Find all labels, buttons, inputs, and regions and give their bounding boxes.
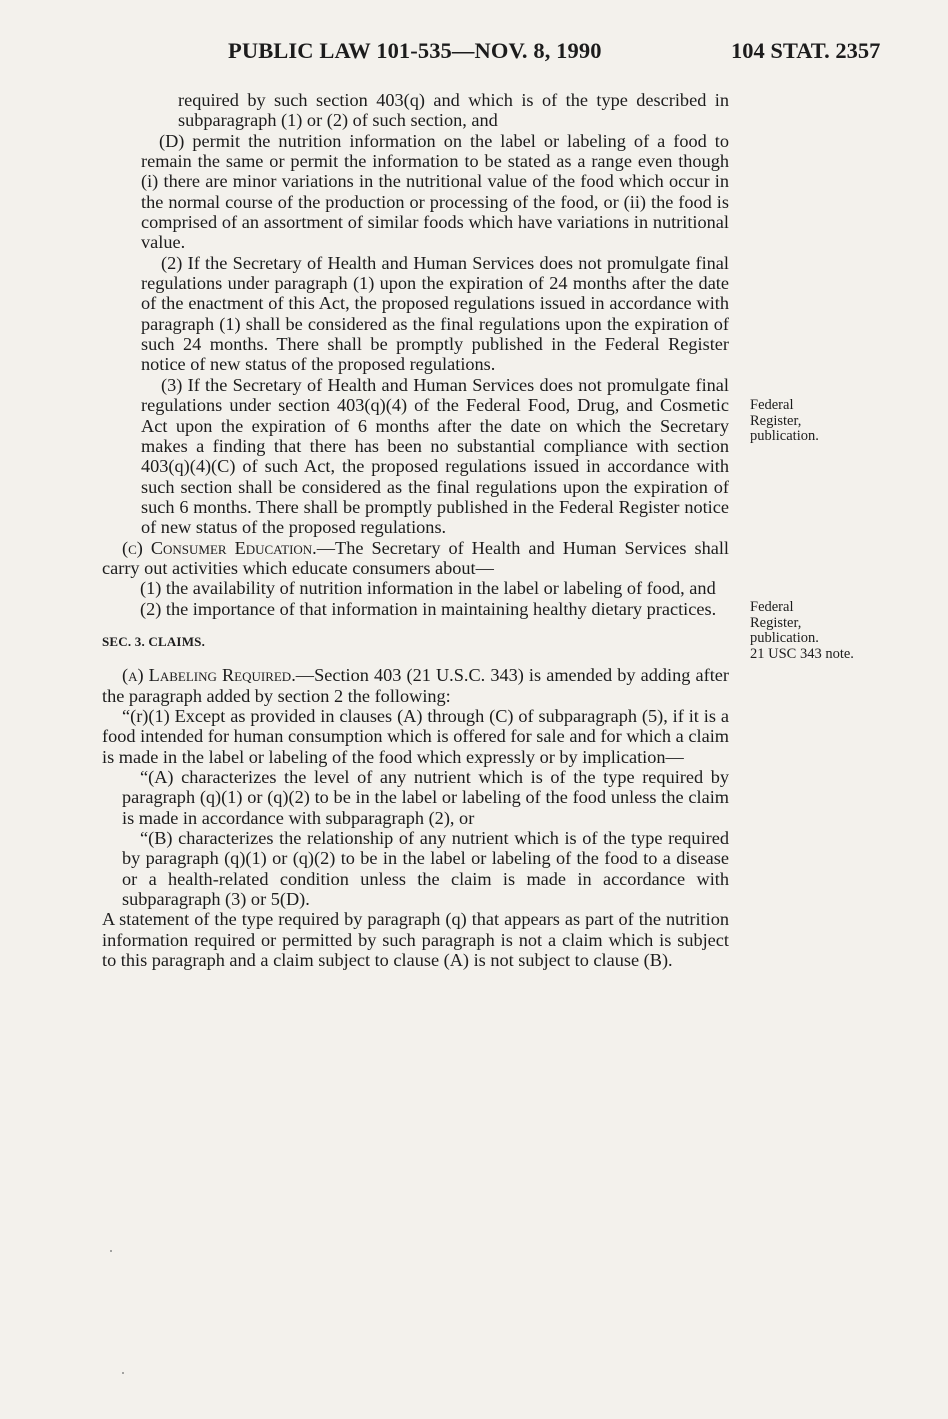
scan-speck xyxy=(110,1250,112,1252)
section-heading: SEC. 3. CLAIMS. xyxy=(102,633,206,649)
margin-note-line: publication. xyxy=(750,428,819,444)
paragraph-clause-d: (D) permit the nutrition information on the label or labeling of a food to remain the same or permit the information to be stated as a range even though (i) there are minor variations in the nutritional value of the food which occur in the normal course of the production or processing of the food, or (ii) the food is comprised of an assortment of similar foods which have variations in nutritional value. xyxy=(141,130,729,253)
margin-note-federal-register-1 xyxy=(750,398,819,445)
running-header-title: PUBLIC LAW 101-535—NOV. 8, 1990 xyxy=(228,38,602,63)
paragraph-clause-b: “(B) characterizes the relationship of any nutrient which is of the type required by paragraph (q)(1) or (q)(2) to be in the label or labeling of the food to a disease or a health-related condition unless the claim is made in accordance with subparagraph (3) or 5(D). xyxy=(122,828,729,910)
margin-note-line: Register, xyxy=(750,614,802,631)
margin-note-line: Federal xyxy=(750,397,794,413)
margin-note-line: 21 USC 343 note. xyxy=(750,645,854,662)
paragraph-3: (3) If the Secretary of Health and Human Services does not promulgate final regulations under section 403(q)(4) of the Federal Food, Drug, and Cosmetic Act upon the expiration of 6 months after the date on which the Secretary makes a finding that there has been no substantial compliance with section 403(q)(4)(C) of such Act, the proposed regulations issued in accordance with such section shall be considered as the final regulations upon the expiration of such 6 months. There shall be promptly published in the Federal Register notice of new status of the proposed regulations. xyxy=(141,374,729,538)
paragraph-education-item-1: (1) the availability of nutrition information in the label or labeling of food, and xyxy=(140,578,716,599)
paragraph-labeling-required xyxy=(102,665,729,706)
consumer-education-heading: (c) Consumer Education. xyxy=(122,537,317,558)
margin-note-line: Register, xyxy=(750,412,802,429)
paragraph-consumer-education xyxy=(102,538,729,579)
paragraph-r1: “(r)(1) Except as provided in clauses (A) through (C) of subparagraph (5), if it is a food intended for human consumption which is offered for sale and for which a claim is made in the label or labeling of the food which expressly or by implication— xyxy=(102,705,729,767)
paragraph-continuation: required by such section 403(q) and which is of the type described in subparagraph (1) or (2) of such section, and xyxy=(178,90,729,131)
margin-note-line: publication. xyxy=(750,630,819,646)
paragraph-education-item-2: (2) the importance of that information in maintaining healthy dietary practices. xyxy=(140,598,717,619)
scan-speck xyxy=(122,1372,124,1374)
body-text xyxy=(102,90,729,970)
running-header-stat-page: 104 STAT. 2357 xyxy=(731,38,881,63)
labeling-required-text: —Section 403 (21 U.S.C. 343) is amended by adding after the paragraph added by section 2 the following: xyxy=(102,665,729,706)
consumer-education-text: —The Secretary of Health and Human Services shall carry out activities which educate consumers about— xyxy=(102,537,730,578)
paragraph-closing-statement: A statement of the type required by paragraph (q) that appears as part of the nutrition information required or permitted by such paragraph is not a claim which is subject to this paragraph and a claim subject to clause (A) is not subject to clause (B). xyxy=(102,909,729,971)
paragraph-2: (2) If the Secretary of Health and Human Services does not promulgate final regulations under paragraph (1) upon the expiration of 24 months after the date of the enactment of this Act, the proposed regulations issued in accordance with paragraph (1) shall be considered as the final regulations upon the expiration of such 24 months. There shall be promptly published in the Federal Register notice of new status of the proposed regulations. xyxy=(141,252,729,375)
paragraph-clause-a: “(A) characterizes the level of any nutrient which is of the type required by paragraph (q)(1) or (q)(2) to be in the label or labeling of the food unless the claim is made in accordance with subparagraph (2), or xyxy=(122,767,729,828)
margin-note-line: Federal xyxy=(750,599,794,615)
margin-note-federal-register-2 xyxy=(750,600,854,662)
labeling-required-heading: (a) Labeling Required. xyxy=(122,665,296,686)
